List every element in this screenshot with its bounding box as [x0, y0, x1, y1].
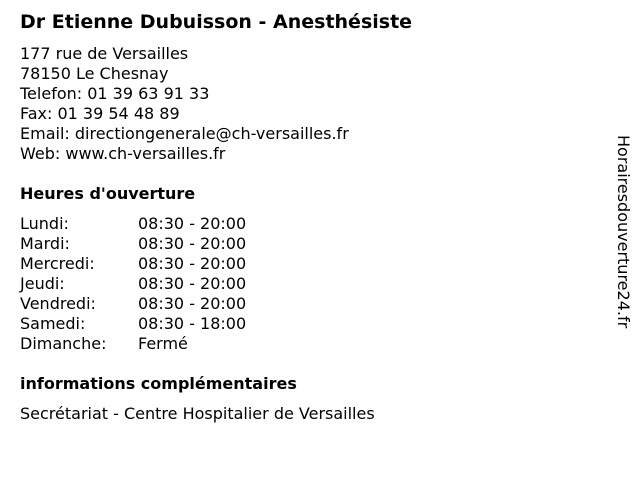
fax-number: Fax: 01 39 54 48 89 [20, 104, 180, 123]
day-label: Lundi: [20, 214, 69, 233]
day-label: Mercredi: [20, 254, 95, 273]
opening-hours-heading: Heures d'ouverture [20, 184, 196, 203]
day-label: Samedi: [20, 314, 86, 333]
day-label: Dimanche: [20, 334, 107, 353]
time-value: 08:30 - 20:00 [138, 214, 247, 233]
city-address: 78150 Le Chesnay [20, 64, 169, 83]
time-value: 08:30 - 20:00 [138, 234, 247, 253]
site-watermark: Horairesdouverture24.fr [614, 135, 633, 329]
street-address: 177 rue de Versailles [20, 44, 189, 63]
contact-block [20, 44, 349, 164]
time-value: 08:30 - 20:00 [138, 294, 247, 313]
page-title: Dr Etienne Dubuisson - Anesthésiste [20, 11, 413, 33]
additional-info-heading: informations complémentaires [20, 374, 297, 393]
additional-info-text: Secrétariat - Centre Hospitalier de Versailles [20, 404, 375, 423]
time-value: 08:30 - 18:00 [138, 314, 247, 333]
phone-number: Telefon: 01 39 63 91 33 [20, 84, 210, 103]
time-value: 08:30 - 20:00 [138, 274, 247, 293]
email-address: Email: directiongenerale@ch-versailles.fr [20, 124, 349, 143]
website-address: Web: www.ch-versailles.fr [20, 144, 226, 163]
time-value: 08:30 - 20:00 [138, 254, 247, 273]
day-label: Mardi: [20, 234, 70, 253]
time-value: Fermé [138, 334, 188, 353]
day-label: Jeudi: [20, 274, 65, 293]
day-label: Vendredi: [20, 294, 96, 313]
